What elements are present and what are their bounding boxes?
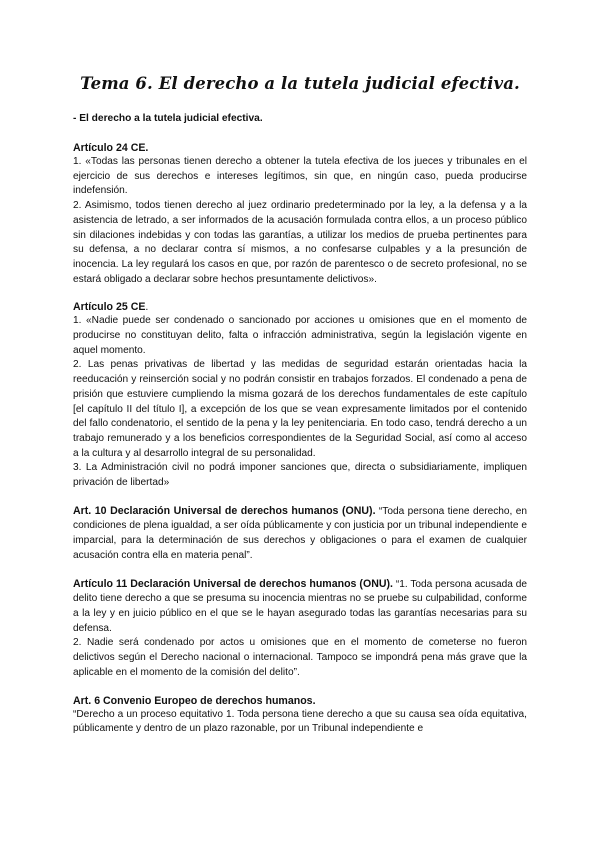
article-10-heading: Art. 10 Declaración Universal de derechos humanos (ONU).	[73, 504, 376, 517]
document-title: Tema 6. El derecho a la tutela judicial efectiva.	[80, 74, 520, 93]
article-10-text: “Toda persona tiene derecho, en condiciones de plena igualdad, a ser oída públicamente y con justicia por un tribunal independiente e imparcial, para la determinación de sus derechos y obligaciones o para el examen de cualquier acusación contra ella en materia penal”.	[73, 505, 527, 561]
article-25-heading-line	[73, 300, 527, 314]
article-6-section	[73, 694, 527, 737]
article-10-section	[73, 504, 527, 564]
article-25-heading: Artículo 25 CE	[73, 301, 146, 314]
article-25-section	[73, 300, 527, 490]
article-24-section	[73, 141, 527, 287]
section-subtitle: - El derecho a la tutela judicial efectiva.	[73, 113, 263, 124]
article-11-text: “1. Toda persona acusada de delito tiene derecho a que se presuma su inocencia mientras no se pruebe su culpabilidad, conforme a la ley y en juicio público en el que se le hayan asegurado todas las garantías necesarias para su defensa.	[73, 578, 527, 634]
article-6-paragraph-1: “Derecho a un proceso equitativo 1. Toda persona tiene derecho a que su causa sea oída equitativa, públicamente y dentro de un plazo razonable, por un Tribunal independiente e	[73, 708, 527, 735]
article-25-paragraph-2: 2. Las penas privativas de libertad y las medidas de seguridad estarán orientadas hacia la reeducación y reinserción social y no podrán consistir en trabajos forzados. El condenado a pena de prisión que estuviere cumpliendo la misma gozará de los derechos fundamentales de este capítulo [el capítulo II del título I], a excepción de los que se vean expresamente limitados por el contenido del fallo condenatorio, el sentido de la pena y la ley penitenciaria. En todo caso, tendrá derecho a un trabajo remunerado y a los beneficios correspondientes de la Seguridad Social, así como al acceso a la cultura y al desarrollo integral de su personalidad.	[73, 359, 527, 459]
article-11-section	[73, 577, 527, 681]
article-24-paragraph-1: 1. «Todas las personas tienen derecho a obtener la tutela efectiva de los jueces y tribunales en el ejercicio de sus derechos e intereses legítimos, sin que, en ningún caso, pueda producirse indefensión.	[73, 156, 527, 197]
article-25-paragraph-3: 3. La Administración civil no podrá imponer sanciones que, directa o subsidiariamente, impliquen privación de libertad»	[73, 462, 527, 489]
article-10-paragraph	[73, 504, 527, 564]
document-page	[73, 74, 527, 750]
article-11-paragraph-1	[73, 577, 527, 637]
article-11-paragraph-2: 2. Nadie será condenado por actos u omisiones que en el momento de cometerse no fueron delictivos según el Derecho nacional o internacional. Tampoco se impondrá pena más grave que la aplicable en el momento de la comisión del delito”.	[73, 637, 527, 678]
article-11-heading: Artículo 11 Declaración Universal de derechos humanos (ONU).	[73, 577, 393, 590]
article-24-heading: Artículo 24 CE.	[73, 142, 149, 154]
article-24-paragraph-2: 2. Asimismo, todos tienen derecho al juez ordinario predeterminado por la ley, a la defensa y a la asistencia de letrado, a ser informados de la acusación formulada contra ellos, a un proceso público sin dilaciones indebidas y con todas las garantías, a utilizar los medios de prueba pertinentes para su defensa, a no declarar contra sí mismos, a no confesarse culpables y a la presunción de inocencia. La ley regulará los casos en que, por razón de parentesco o de secreto profesional, no se estará obligado a declarar sobre hechos presuntamente delictivos».	[73, 200, 527, 285]
article-25-heading-tail: .	[145, 301, 149, 314]
article-25-paragraph-1: 1. «Nadie puede ser condenado o sancionado por acciones u omisiones que en el momento de producirse no constituyan delito, falta o infracción administrativa, según la legislación vigente en aquel momento.	[73, 315, 527, 356]
article-6-heading: Art. 6 Convenio Europeo de derechos humanos.	[73, 694, 316, 707]
